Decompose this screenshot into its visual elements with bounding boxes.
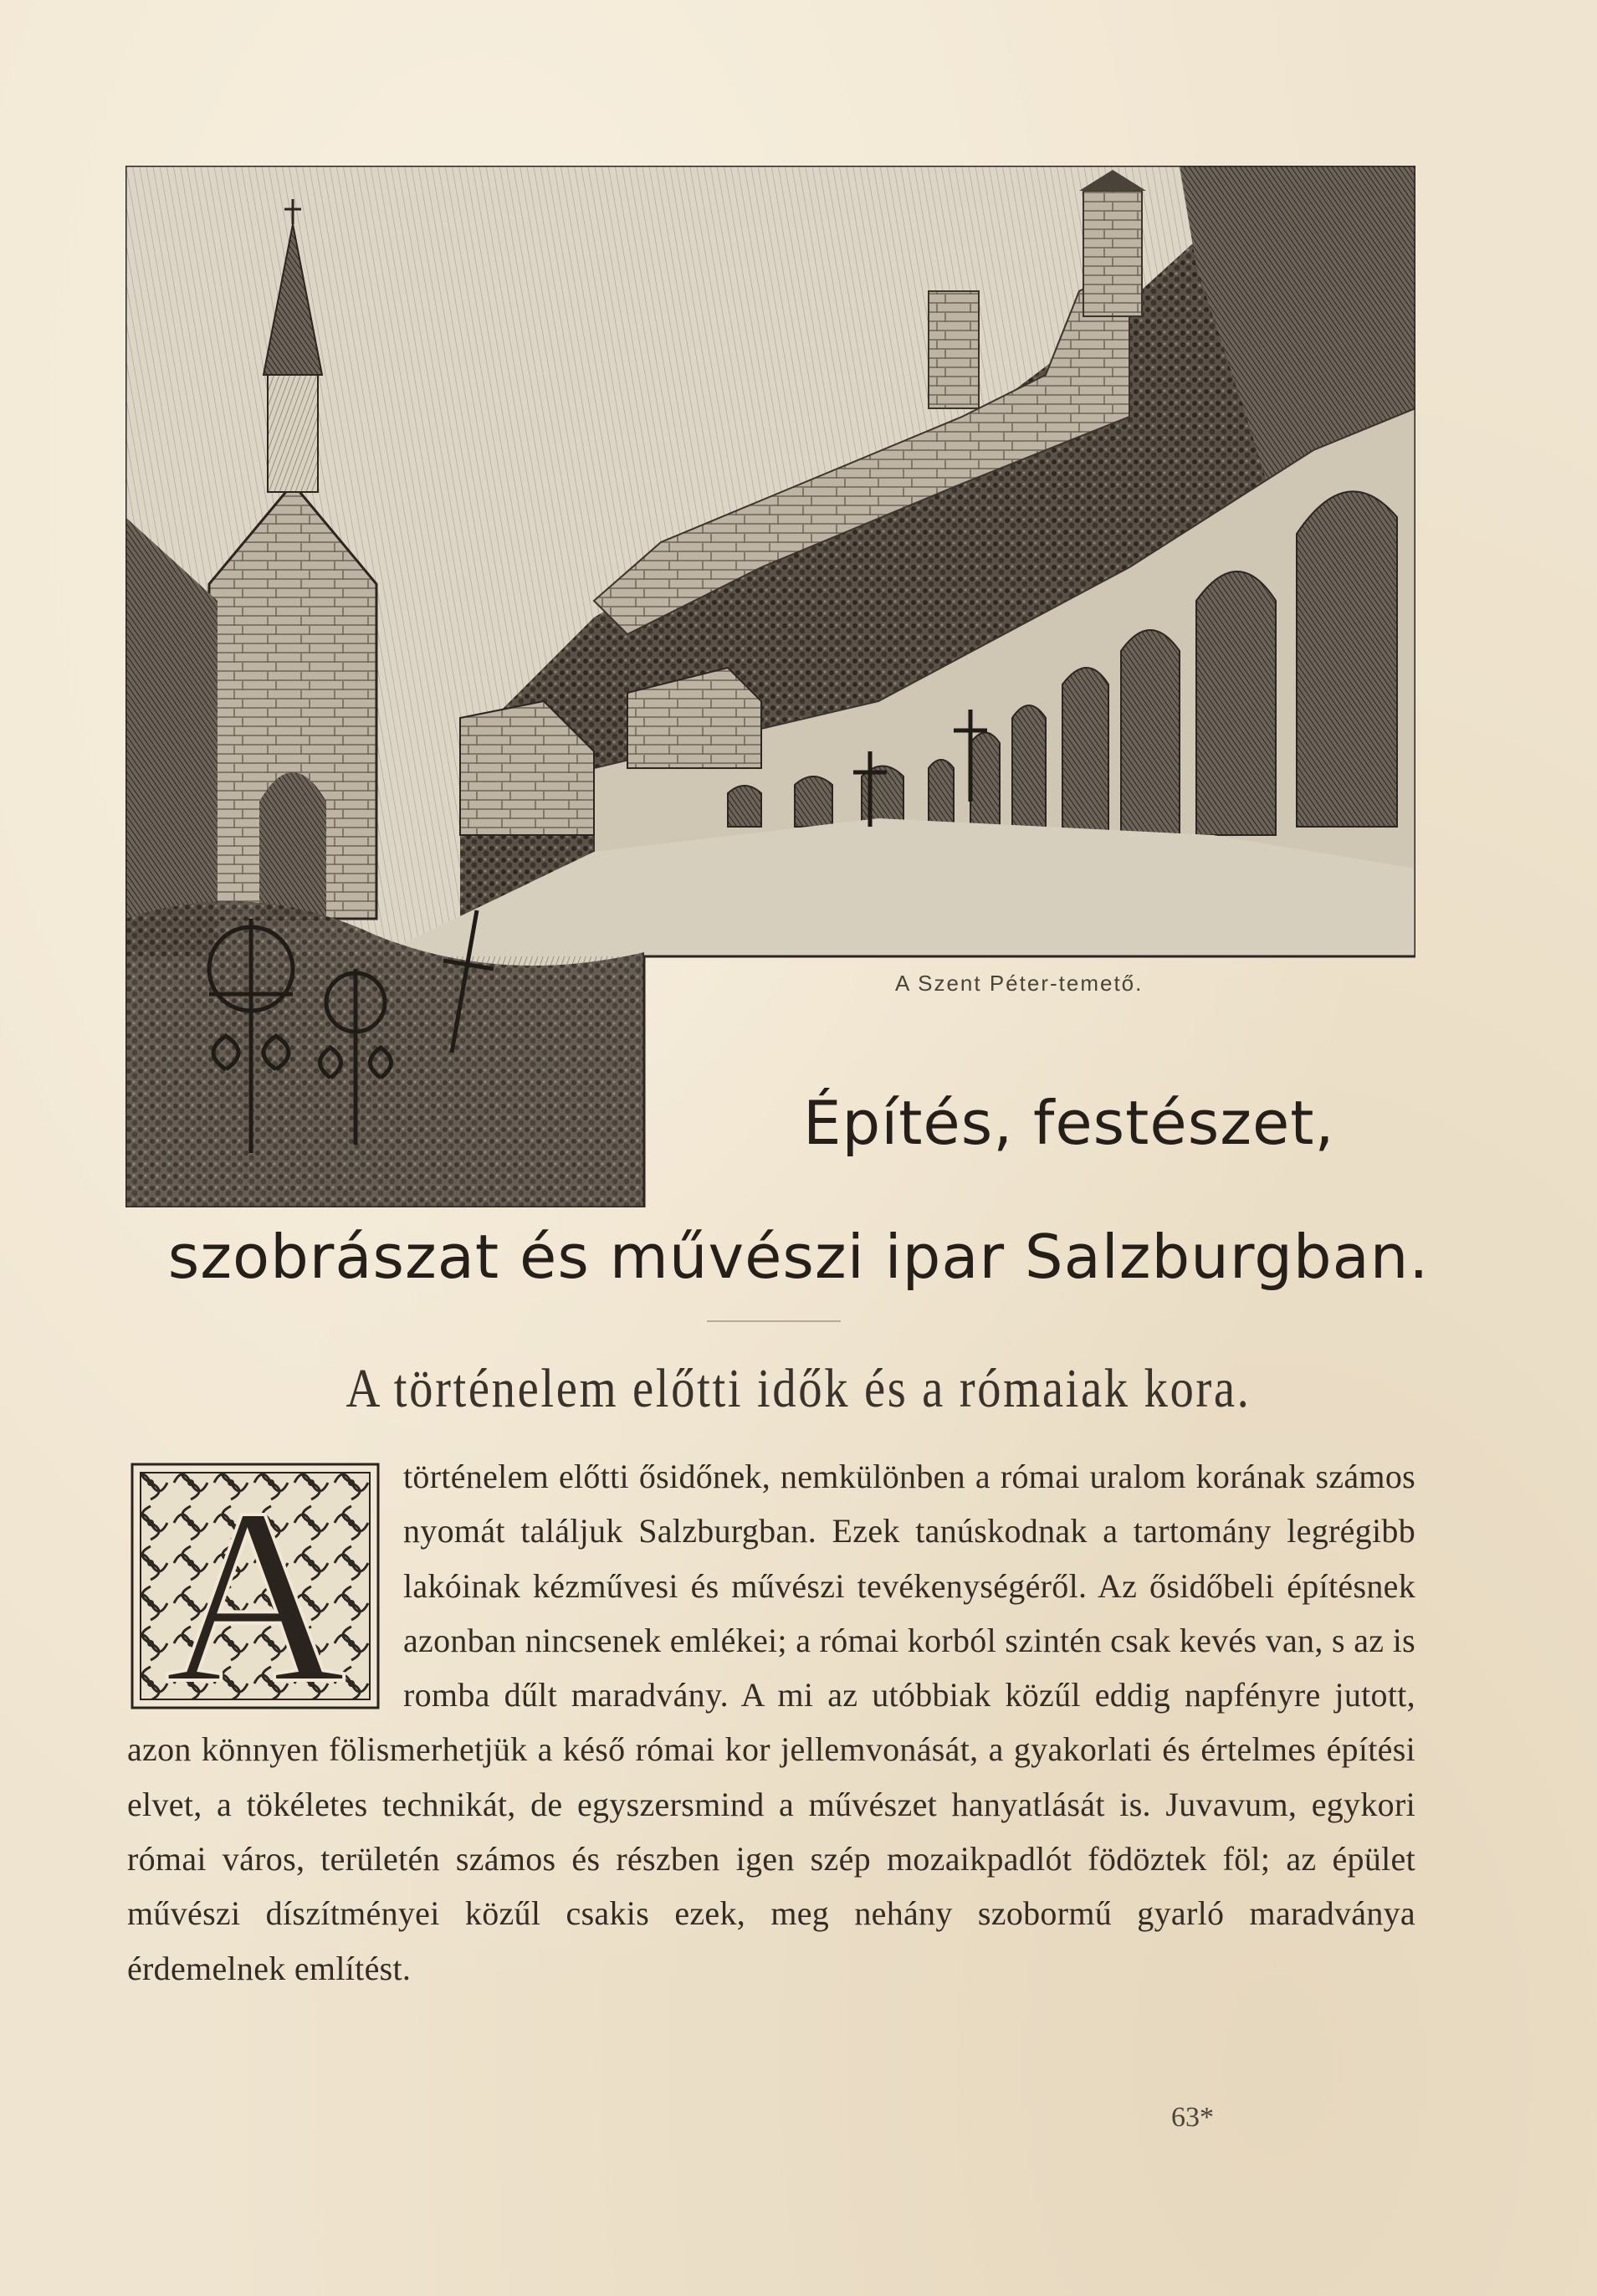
chapter-title-line1: Építés, festészet, [803, 1088, 1335, 1158]
body-text [127, 1449, 1415, 1996]
section-heading: A történelem előtti idők és a rómaiak kora. [346, 1358, 1251, 1419]
body-paragraph: történelem előtti ősidőnek, nemkülönben a római uralom korának számos nyomát találjuk Salzburgban. Ezek tanúskodnak a tartomány legrégibb lakóinak kézművesi és művészi tevékenységéről. Az ősidőbeli építésnek azonban nincsenek emlékei; a római korból szintén csak kevés van, s az is romba dűlt maradvány. A mi az utóbbiak közűl eddig napfényre jutott, azon könnyen fölismerhetjük a késő római kor jellemvonását, a gyakorlati és értelmes építési elvet, a tökéletes technikát, de egyszersmind a művészet hanyatlását is. Juvavum, egykori római város, területén számos és részben igen szép mozaikpadlót födöztek föl; az épület művészi díszítményei közűl csakis ezek, meg nehány szobormű gyarló maradványa érdemelnek említést. [127, 1458, 1415, 1987]
cemetery-engraving-icon [125, 166, 1415, 1207]
page-number: 63* [1171, 2102, 1214, 2133]
illustration-caption: A Szent Péter-temető. [895, 971, 1144, 996]
chapter-title-line2: szobrászat és művészi ipar Salzburgban. [167, 1222, 1430, 1292]
dropcap-letter: A [164, 1463, 346, 1709]
title-divider [707, 1320, 841, 1322]
